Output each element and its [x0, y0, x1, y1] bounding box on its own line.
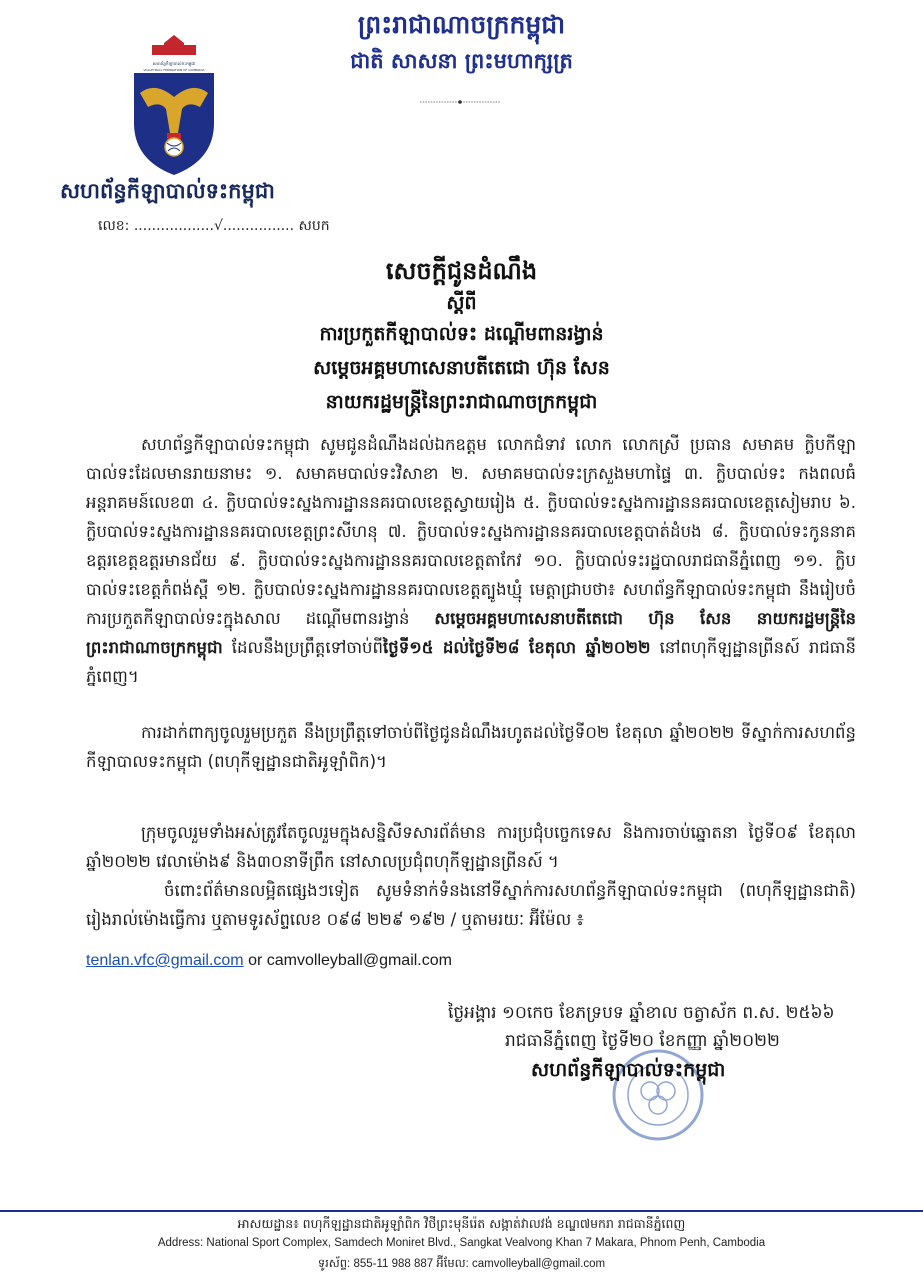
reference-number — [98, 216, 330, 237]
footer-contacts — [0, 1256, 923, 1273]
contact-emails — [86, 952, 452, 970]
footer-address-km: អាសយដ្ឋាន៖ ពហុកីឡដ្ឋានជាតិអូឡាំពិក វិថីព្រះមុនីរ៉េត សង្កាត់វាលវង់ ខណ្ឌ៧មករា រាជធានីភ្នំពេញ — [237, 1216, 686, 1231]
organization-name: សហព័ន្ធកីឡាបាល់ទះកម្ពុជា — [60, 179, 275, 203]
p1-bold-dates: ថ្ងៃទី១៥ ដល់ថ្ងៃទី២៨ ខែតុលា ឆ្នាំ២០២២ — [383, 638, 651, 657]
lunar-date: ថ្ងៃអង្គារ ១០កេច ខែភទ្របទ ឆ្នាំខាល ចត្វាស័ក ព.ស. ២៥៦៦ — [448, 1003, 835, 1023]
subject-line-2: សម្តេចអគ្គមហាសេនាបតីតេជោ ហ៊ុន សែន — [313, 357, 610, 379]
logo-caption: សហព័ន្ធកីឡាបាល់ទះកម្ពុជា — [152, 61, 196, 66]
logo-caption-en: VOLLEYBALL FEDERATION OF CAMBODIA — [143, 68, 205, 72]
p1-text-b: ដែលនឹងប្រព្រឹត្តទៅចាប់ពី — [231, 638, 384, 657]
kingdom-heading: ព្រះរាជាណាចក្រកម្ពុជា — [357, 10, 566, 39]
p1-text-c: នៅពហុកីឡដ្ឋានព្រីនស៍ រាជធានីភ្នំពេញ។ — [86, 638, 856, 686]
paragraph-3: ក្រុមចូលរួមទាំងអស់ត្រូវតែចូលរួមក្នុងសន្និសីទសារព័ត៌មាន ការប្រជុំបច្ចេកទេស និងការចាប់ឆ្នោតនា ថ្ងៃទី០៩ ខែតុលា ឆ្នាំ២០២២ វេលាម៉ោង៩ និង៣០នាទីព្រឹក នៅសាលប្រជុំពហុកីឡដ្ឋានព្រីនស៍ ។ — [86, 823, 856, 871]
footer-phone: 855-11 988 887 — [353, 1258, 434, 1270]
paragraph-2: ការដាក់ពាក្យចូលរួមប្រកួត នឹងប្រព្រឹត្តទៅចាប់ពីថ្ងៃជូនដំណឹងរហូតដល់ថ្ងៃទី០២ ខែតុលា ឆ្នាំ២០២២ ទីស្នាក់ការសហព័ន្ធកីឡាបាលទះកម្ពុជា (ពហុកីឡដ្ឋានជាតិអូឡាំពិក)។ — [86, 723, 856, 771]
p1-bold-name: សម្តេចអគ្គមហាសេនាបតីតេជោ ហ៊ុន សែន នាយករដ្ឋមន្ត្រីនៃព្រះរាជាណាចក្រកម្ពុជា — [86, 609, 856, 657]
ornament-divider-icon — [420, 100, 500, 104]
paragraph-4: ចំពោះព័ត៌មានលម្អិតផ្សេងៗទៀត សូមទំនាក់ទំនងនៅទីស្នាក់ការសហព័ន្ធកីឡាបាល់ទះកម្ពុជា (ពហុកីឡដ្ឋានជាតិ) រៀងរាល់ម៉ោងធ្វើការ ឬតាមទូរស័ព្ទលេខ ០៩៨ ២២៩ ១៩២ / ឬតាមរយៈ អ៊ីម៉ែល ៖ — [86, 881, 856, 929]
footer-phone-label: ទូរស័ព្ទ: — [317, 1258, 351, 1270]
email-link-1[interactable]: tenlan.vfc@gmail.com — [86, 952, 244, 969]
place-date: រាជធានីភ្នំពេញ ថ្ងៃទី២០ ខែកញ្ញា ឆ្នាំ២០២២ — [505, 1031, 780, 1051]
motto-heading: ជាតិ សាសនា ព្រះមហាក្សត្រ — [350, 49, 573, 73]
footer-email[interactable]: camvolleyball@gmail.com — [472, 1258, 606, 1270]
p1-text-a: សហព័ន្ធកីឡាបាល់ទះកម្ពុជា សូមជូនដំណឹងដល់ឯកឧត្តម លោកជំទាវ លោក លោកស្រី ប្រធាន សមាគម ក្លិបកីឡាបាល់ទះដែលមានរាយនាមះ ១. សមាគមបាល់ទះវិសាខា ២. សមាគមបាល់ទះក្រសួងមហាផ្ទៃ ៣. ក្លិបបាល់ទះ កងពលធំអន្តរាគមន៍លេខ៣ ៤. ក្លិបបាល់ទះស្នងការដ្ឋាននគរបាលខេត្តស្វាយរៀង ៥. ក្លិបបាល់ទះស្នងការដ្ឋាននគរបាលខេត្តសៀមរាប ៦. ក្លិបបាល់ទះស្នងការដ្ឋាននគរបាលខេត្តព្រះសីហនុ ៧. ក្លិបបាល់ទះស្នងការដ្ឋាននគរបាលខេត្តបាត់ដំបង ៨. ក្លិបបាល់ទះកូននាគឧត្តរខេត្តឧត្តរមានជ័យ ៩. ក្លិបបាល់ទះស្នងការដ្ឋាននគរបាលខេត្តតាកែវ ១០. ក្លិបបាល់ទះរដ្ឋបាលរាជធានីភ្នំពេញ ១១. ក្លិបបាល់ទះខេត្តកំពង់ស្ពឺ ១២. ក្លិបបាល់ទះស្នងការដ្ឋាននគរបាលខេត្តត្បូងឃ្មុំ មេត្តាជ្រាបថា៖ សហព័ន្ធកីឡាបាល់ទះកម្ពុជា នឹងរៀបចំការប្រកួតកីឡាបាល់ទះក្នុងសាល ដណ្តើមពានរង្វាន់ — [86, 435, 856, 628]
about-label: ស្តីពី — [446, 292, 477, 314]
signature-organization: សហព័ន្ធកីឡាបាល់ទះកម្ពុជា — [531, 1059, 726, 1081]
subject-line-3: នាយករដ្ឋមន្ត្រីនៃព្រះរាជាណាចក្រកម្ពុជា — [325, 391, 598, 413]
subject-line-1: ការប្រកួតកីឡាបាល់ទះ ដណ្តើមពានរង្វាន់ — [319, 323, 604, 345]
footer-divider — [0, 1210, 923, 1212]
footer-email-label: អ៊ីមែល: — [436, 1258, 469, 1270]
ref-suffix: សបក — [298, 218, 330, 234]
paragraph-1 — [86, 430, 856, 691]
email-link-2[interactable]: camvolleyball@gmail.com — [266, 952, 452, 969]
footer-address-en: Address: National Sport Complex, Samdech Moniret Blvd., Sangkat Vealvong Khan 7 Makara, Phnom Penh, Cambodia — [157, 1237, 766, 1249]
notice-title: សេចក្តីជូនដំណឹង — [385, 257, 538, 285]
ref-label: លេខ: — [98, 218, 130, 234]
ref-dots: ..................√................ — [133, 218, 295, 234]
federation-logo — [130, 35, 218, 177]
email-or: or — [248, 952, 263, 969]
